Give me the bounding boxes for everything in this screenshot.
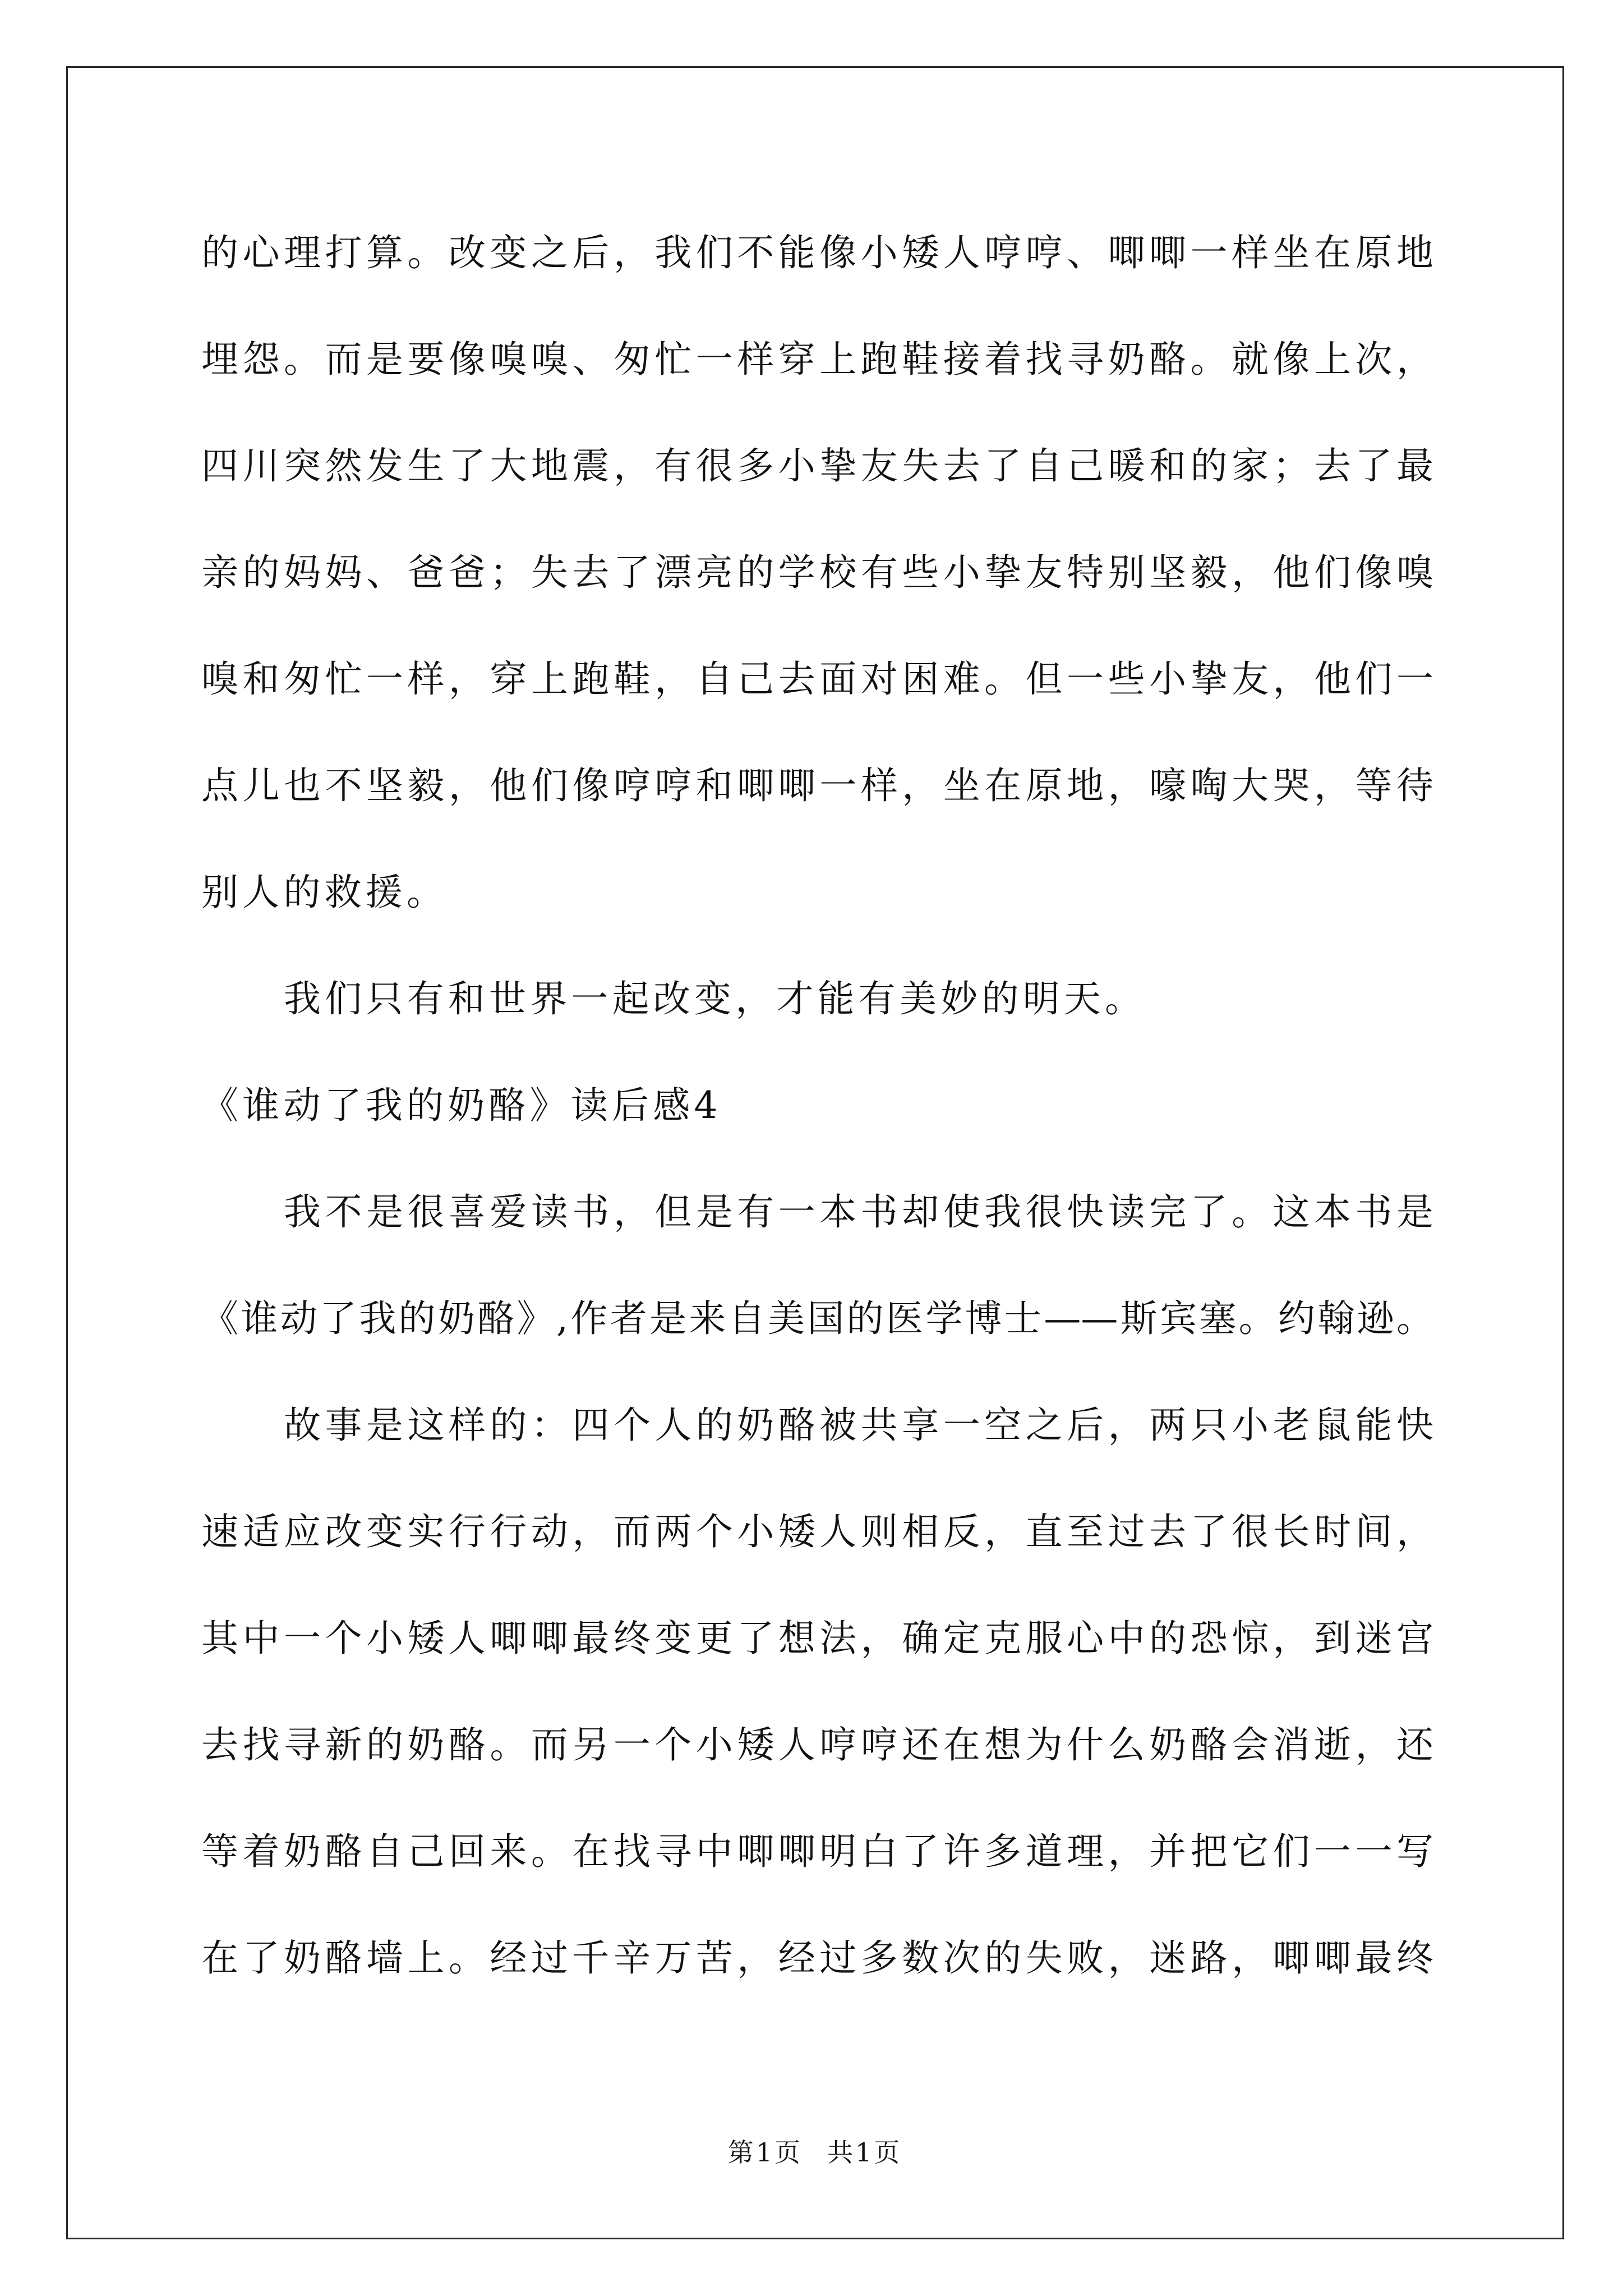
paragraph xyxy=(201,1159,1433,1372)
text-line: 《谁动了我的奶酪》,作者是来自美国的医学博士——斯宾塞。约翰逊。 xyxy=(201,1297,1433,1340)
paragraph xyxy=(201,200,1433,946)
text-line: 亲的妈妈、爸爸；失去了漂亮的学校有些小挚友特别坚毅，他们像嗅 xyxy=(201,551,1433,594)
paragraph xyxy=(201,946,1433,1052)
text-line: 在了奶酪墙上。经过千辛万苦，经过多数次的失败，迷路，唧唧最终 xyxy=(201,1936,1433,1980)
text-line: 嗅和匆忙一样，穿上跑鞋，自己去面对困难。但一些小挚友，他们一 xyxy=(201,657,1433,701)
document-body xyxy=(201,200,1433,2012)
page-footer xyxy=(0,2136,1623,2169)
text-line: 其中一个小矮人唧唧最终变更了想法，确定克服心中的恐惊，到迷宫 xyxy=(201,1617,1433,1660)
paragraph xyxy=(201,1372,1433,2012)
text-line: 去找寻新的奶酪。而另一个小矮人哼哼还在想为什么奶酪会消逝，还 xyxy=(201,1723,1433,1766)
text-line: 故事是这样的：四个人的奶酪被共享一空之后，两只小老鼠能快 xyxy=(284,1404,1433,1447)
text-line: 我不是很喜爱读书，但是有一本书却使我很快读完了。这本书是 xyxy=(284,1190,1433,1234)
section-heading: 《谁动了我的奶酪》读后感4 xyxy=(201,1084,722,1127)
text-line: 速适应改变实行行动，而两个小矮人则相反，直至过去了很长时间， xyxy=(201,1510,1433,1553)
text-line: 我们只有和世界一起改变，才能有美妙的明天。 xyxy=(284,977,1146,1020)
text-line: 点儿也不坚毅，他们像哼哼和唧唧一样，坐在原地，嚎啕大哭，等待 xyxy=(201,764,1433,807)
text-line: 四川突然发生了大地震，有很多小挚友失去了自己暖和的家；去了最 xyxy=(201,444,1433,487)
text-line: 的心理打算。改变之后，我们不能像小矮人哼哼、唧唧一样坐在原地 xyxy=(201,231,1433,274)
total-pages-label: 共1页 xyxy=(827,2137,902,2168)
text-line: 埋怨。而是要像嗅嗅、匆忙一样穿上跑鞋接着找寻奶酪。就像上次， xyxy=(201,338,1433,381)
current-page-label: 第1页 xyxy=(727,2137,803,2168)
text-line: 别人的救援。 xyxy=(201,871,448,914)
text-line: 等着奶酪自己回来。在找寻中唧唧明白了许多道理，并把它们一一写 xyxy=(201,1830,1433,1873)
